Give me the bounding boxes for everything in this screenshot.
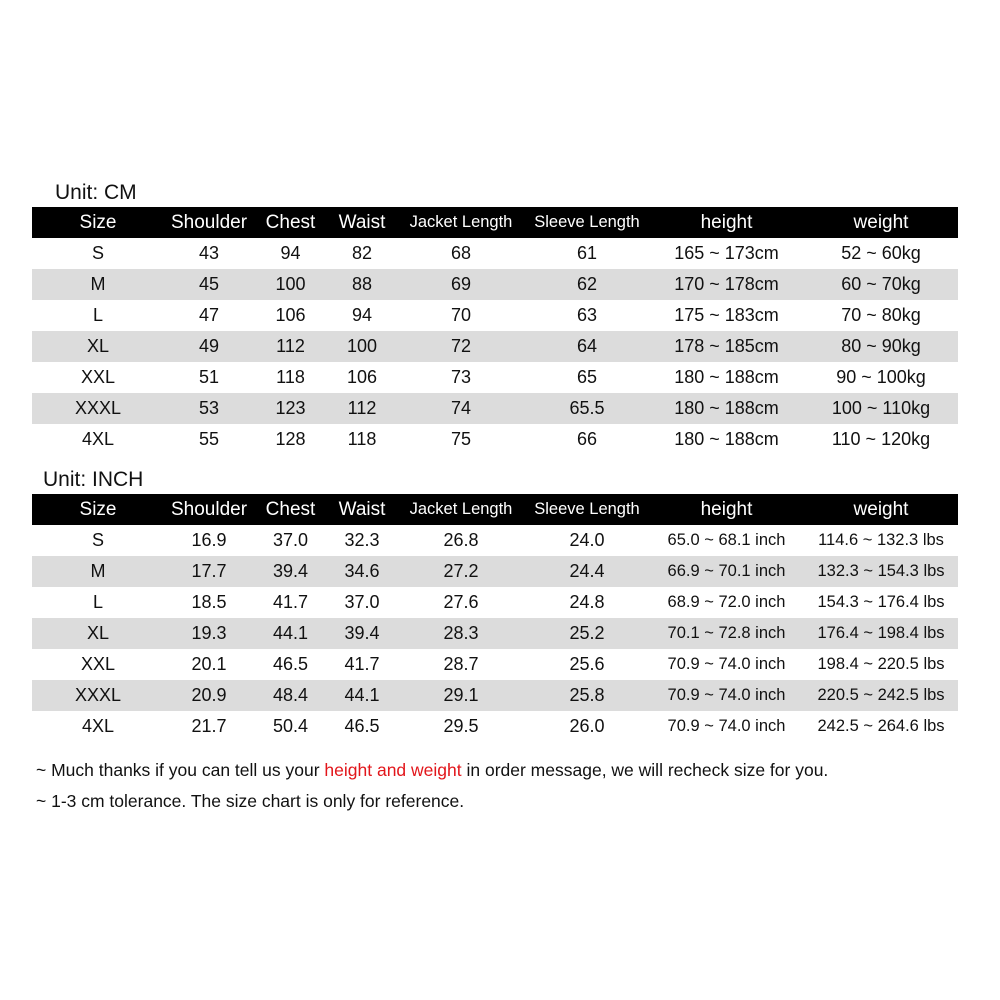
note-tolerance: ~ 1-3 cm tolerance. The size chart is only for reference. bbox=[36, 791, 465, 811]
cell-chest: 41.7 bbox=[272, 592, 309, 612]
unit-label-cm: Unit: CM bbox=[55, 181, 137, 204]
header-shoulder: Shoulder bbox=[164, 207, 254, 238]
cell-waist: 32.3 bbox=[344, 530, 380, 550]
cell-jacket-length: 73 bbox=[450, 367, 472, 387]
cell-chest: 44.1 bbox=[254, 618, 327, 649]
cell-shoulder: 16.9 bbox=[191, 530, 227, 550]
cell-waist: 41.7 bbox=[344, 654, 380, 674]
header-height: height bbox=[649, 207, 804, 238]
cell-shoulder: 21.7 bbox=[191, 716, 227, 736]
cell-chest: 48.4 bbox=[254, 680, 327, 711]
cell-sleeve-length: 24.4 bbox=[525, 556, 649, 587]
table-body-cm bbox=[32, 238, 958, 455]
cell-size: L bbox=[92, 592, 103, 612]
header-size: Size bbox=[32, 207, 164, 238]
cell-sleeve-length: 25.2 bbox=[525, 618, 649, 649]
cell-shoulder: 49 bbox=[164, 331, 254, 362]
header-shoulder: Shoulder bbox=[164, 494, 254, 525]
cell-jacket-length: 72 bbox=[397, 331, 525, 362]
cell-chest: 118 bbox=[276, 367, 305, 387]
cell-chest: 37.0 bbox=[272, 530, 309, 550]
cell-jacket-length: 27.2 bbox=[397, 556, 525, 587]
cell-waist: 94 bbox=[351, 305, 373, 325]
cell-height: 66.9 ~ 70.1 inch bbox=[649, 556, 804, 587]
cell-weight: 100 ~ 110kg bbox=[804, 393, 958, 424]
cell-sleeve-length: 24.0 bbox=[569, 530, 605, 550]
cell-height: 165 ~ 173cm bbox=[674, 243, 779, 263]
cell-size: S bbox=[91, 243, 104, 263]
header-jacket-length: Jacket Length bbox=[397, 207, 525, 238]
note-text-after: in order message, we will recheck size for you. bbox=[461, 760, 829, 780]
table-header-row bbox=[32, 207, 958, 238]
cell-weight: 60 ~ 70kg bbox=[804, 269, 958, 300]
cell-shoulder: 43 bbox=[198, 243, 220, 263]
header-chest: Chest bbox=[254, 207, 327, 238]
header-waist: Waist bbox=[327, 494, 397, 525]
unit-label-inch: Unit: INCH bbox=[43, 468, 144, 491]
cell-height: 170 ~ 178cm bbox=[649, 269, 804, 300]
cell-weight: 198.4 ~ 220.5 lbs bbox=[817, 655, 945, 673]
table-row bbox=[32, 238, 958, 269]
cell-height: 70.1 ~ 72.8 inch bbox=[649, 618, 804, 649]
header-height: height bbox=[649, 494, 804, 525]
note-height-weight bbox=[36, 760, 828, 781]
cell-weight: 80 ~ 90kg bbox=[804, 331, 958, 362]
header-waist: Waist bbox=[327, 207, 397, 238]
note-highlight: height and weight bbox=[324, 760, 462, 780]
cell-chest: 112 bbox=[254, 331, 327, 362]
cell-chest: 123 bbox=[254, 393, 327, 424]
cell-shoulder: 53 bbox=[164, 393, 254, 424]
cell-shoulder: 45 bbox=[164, 269, 254, 300]
header-jacket-length: Jacket Length bbox=[397, 494, 525, 525]
cell-size: 4XL bbox=[81, 429, 115, 449]
cell-size: M bbox=[32, 269, 164, 300]
header-weight: weight bbox=[804, 494, 958, 525]
cell-waist: 39.4 bbox=[327, 618, 397, 649]
table-row bbox=[32, 424, 958, 455]
cell-jacket-length: 75 bbox=[450, 429, 472, 449]
cell-sleeve-length: 25.6 bbox=[569, 654, 605, 674]
size-table-inch bbox=[32, 494, 958, 742]
cell-shoulder: 51 bbox=[198, 367, 220, 387]
cell-weight: 132.3 ~ 154.3 lbs bbox=[804, 556, 958, 587]
cell-weight: 154.3 ~ 176.4 lbs bbox=[817, 593, 945, 611]
cell-size: XXXL bbox=[32, 393, 164, 424]
cell-waist: 44.1 bbox=[327, 680, 397, 711]
cell-jacket-length: 29.1 bbox=[397, 680, 525, 711]
cell-height: 65.0 ~ 68.1 inch bbox=[667, 531, 786, 549]
cell-sleeve-length: 24.8 bbox=[569, 592, 605, 612]
cell-waist: 82 bbox=[351, 243, 373, 263]
cell-chest: 106 bbox=[275, 305, 306, 325]
header-chest: Chest bbox=[254, 494, 327, 525]
cell-size: XL bbox=[32, 618, 164, 649]
table-row bbox=[32, 587, 958, 618]
table-row bbox=[32, 300, 958, 331]
cell-jacket-length: 28.3 bbox=[397, 618, 525, 649]
cell-weight: 114.6 ~ 132.3 lbs bbox=[818, 531, 944, 549]
cell-jacket-length: 26.8 bbox=[443, 530, 479, 550]
cell-shoulder: 18.5 bbox=[191, 592, 227, 612]
cell-jacket-length: 70 bbox=[450, 305, 472, 325]
cell-sleeve-length: 25.8 bbox=[525, 680, 649, 711]
cell-waist: 106 bbox=[346, 367, 378, 387]
header-sleeve-length: Sleeve Length bbox=[525, 494, 649, 525]
cell-size: 4XL bbox=[81, 716, 115, 736]
cell-height: 70.9 ~ 74.0 inch bbox=[667, 655, 786, 673]
cell-sleeve-length: 63 bbox=[576, 305, 598, 325]
cell-waist: 46.5 bbox=[344, 716, 380, 736]
cell-shoulder: 47 bbox=[198, 305, 220, 325]
note-text-before: ~ Much thanks if you can tell us your bbox=[36, 760, 325, 780]
cell-shoulder: 20.9 bbox=[164, 680, 254, 711]
cell-shoulder: 20.1 bbox=[191, 654, 227, 674]
cell-size: XXL bbox=[80, 367, 116, 387]
cell-weight: 110 ~ 120kg bbox=[831, 429, 931, 449]
cell-chest: 46.5 bbox=[272, 654, 309, 674]
cell-size: XL bbox=[32, 331, 164, 362]
cell-height: 70.9 ~ 74.0 inch bbox=[649, 680, 804, 711]
table-row bbox=[32, 393, 958, 424]
cell-height: 180 ~ 188cm bbox=[649, 393, 804, 424]
table-header-row bbox=[32, 494, 958, 525]
cell-waist: 34.6 bbox=[327, 556, 397, 587]
cell-weight: 176.4 ~ 198.4 lbs bbox=[804, 618, 958, 649]
cell-waist: 118 bbox=[347, 429, 377, 449]
table-row bbox=[32, 711, 958, 742]
table-row bbox=[32, 331, 958, 362]
cell-jacket-length: 28.7 bbox=[443, 654, 479, 674]
table-row bbox=[32, 556, 958, 587]
cell-size: XXXL bbox=[32, 680, 164, 711]
cell-jacket-length: 29.5 bbox=[443, 716, 479, 736]
cell-chest: 50.4 bbox=[272, 716, 309, 736]
cell-sleeve-length: 64 bbox=[525, 331, 649, 362]
size-table-cm bbox=[32, 207, 958, 455]
cell-sleeve-length: 61 bbox=[576, 243, 598, 263]
cell-weight: 220.5 ~ 242.5 lbs bbox=[804, 680, 958, 711]
cell-size: S bbox=[91, 530, 104, 550]
cell-jacket-length: 68 bbox=[450, 243, 472, 263]
cell-sleeve-length: 65 bbox=[576, 367, 598, 387]
table-row bbox=[32, 680, 958, 711]
cell-sleeve-length: 62 bbox=[525, 269, 649, 300]
cell-chest: 94 bbox=[280, 243, 301, 263]
cell-jacket-length: 69 bbox=[397, 269, 525, 300]
cell-waist: 37.0 bbox=[344, 592, 380, 612]
table-row bbox=[32, 525, 958, 556]
cell-height: 180 ~ 188cm bbox=[674, 367, 779, 387]
cell-height: 70.9 ~ 74.0 inch bbox=[667, 717, 786, 735]
table-body-inch bbox=[32, 525, 958, 742]
cell-chest: 100 bbox=[254, 269, 327, 300]
cell-weight: 52 ~ 60kg bbox=[841, 243, 921, 263]
cell-sleeve-length: 65.5 bbox=[525, 393, 649, 424]
header-weight: weight bbox=[804, 207, 958, 238]
cell-height: 180 ~ 188cm bbox=[674, 429, 779, 449]
cell-weight: 70 ~ 80kg bbox=[841, 305, 921, 325]
table-row bbox=[32, 362, 958, 393]
cell-chest: 128 bbox=[275, 429, 306, 449]
cell-sleeve-length: 26.0 bbox=[569, 716, 605, 736]
cell-jacket-length: 74 bbox=[397, 393, 525, 424]
cell-waist: 100 bbox=[327, 331, 397, 362]
cell-waist: 88 bbox=[327, 269, 397, 300]
cell-waist: 112 bbox=[327, 393, 397, 424]
cell-height: 175 ~ 183cm bbox=[674, 305, 779, 325]
cell-weight: 242.5 ~ 264.6 lbs bbox=[817, 717, 945, 735]
table-row bbox=[32, 618, 958, 649]
cell-shoulder: 17.7 bbox=[164, 556, 254, 587]
cell-shoulder: 55 bbox=[198, 429, 220, 449]
table-row bbox=[32, 269, 958, 300]
cell-shoulder: 19.3 bbox=[164, 618, 254, 649]
cell-chest: 39.4 bbox=[254, 556, 327, 587]
header-sleeve-length: Sleeve Length bbox=[525, 207, 649, 238]
header-size: Size bbox=[32, 494, 164, 525]
cell-height: 178 ~ 185cm bbox=[649, 331, 804, 362]
cell-size: M bbox=[32, 556, 164, 587]
cell-sleeve-length: 66 bbox=[576, 429, 598, 449]
table-row bbox=[32, 649, 958, 680]
cell-height: 68.9 ~ 72.0 inch bbox=[667, 593, 786, 611]
cell-size: XXL bbox=[80, 654, 116, 674]
cell-jacket-length: 27.6 bbox=[443, 592, 479, 612]
cell-size: L bbox=[92, 305, 103, 325]
cell-weight: 90 ~ 100kg bbox=[836, 367, 926, 387]
